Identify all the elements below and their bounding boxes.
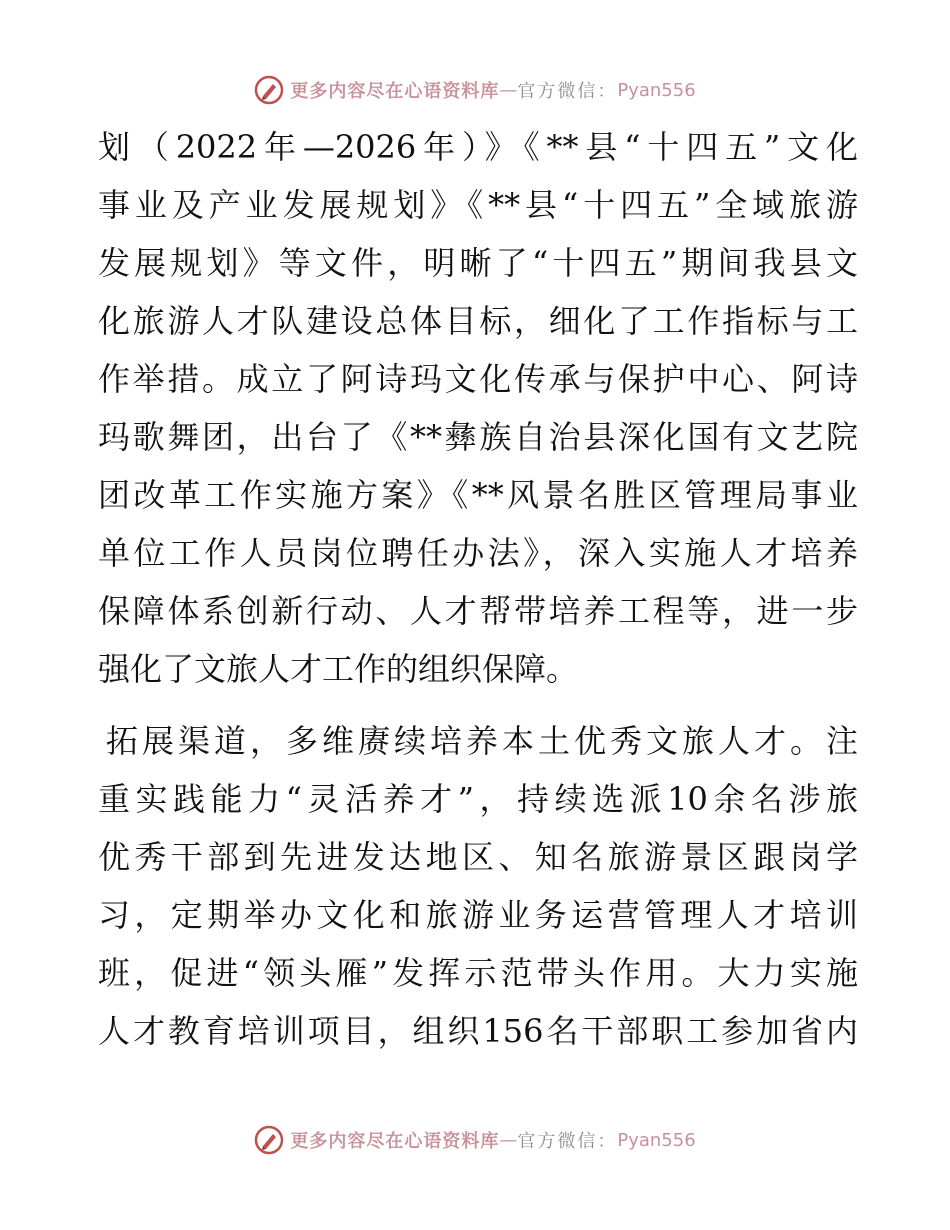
header-watermark [0, 70, 950, 110]
footer-watermark [0, 1120, 950, 1160]
paragraph-1-line: 划（2022年—2026年）》《**县“十四五”文化 [98, 128, 858, 166]
paragraph-2-line: 习，定期举办文化和旅游业务运营管理人才培训 [98, 896, 858, 934]
paragraph-1-line: 发展规划》等文件，明晰了“十四五”期间我县文 [98, 244, 858, 282]
watermark-main-text: 更多内容尽在心语资料库 [290, 1131, 500, 1152]
paragraph-2-line: 重实践能力“灵活养才”，持续选派10余名涉旅 [98, 780, 858, 818]
pen-logo-icon [254, 1125, 284, 1155]
watermark-official-label: 官方微信： [517, 81, 618, 102]
paragraph-1-line: 强化了文旅人才工作的组织保障。 [98, 650, 579, 688]
pen-logo-icon [254, 75, 284, 105]
watermark-dash: — [499, 1129, 518, 1151]
paragraph-1-line: 化旅游人才队建设总体目标，细化了工作指标与工 [98, 302, 858, 340]
document-body [98, 118, 858, 1060]
paragraph-2-line: 拓展渠道，多维赓续培养本土优秀文旅人才。注 [106, 722, 858, 760]
paragraph-2-line: 人才教育培训项目，组织156名干部职工参加省内 [98, 1012, 858, 1050]
paragraph-1-line: 团改革工作实施方案》《**风景名胜区管理局事业 [98, 476, 858, 514]
watermark-account-id: Pyan556 [617, 79, 696, 101]
paragraph-1-line: 保障体系创新行动、人才帮带培养工程等，进一步 [98, 592, 858, 630]
paragraph-2 [98, 712, 858, 1060]
paragraph-spacer [98, 698, 858, 712]
watermark-account-id: Pyan556 [617, 1129, 696, 1151]
paragraph-1-line: 作举措。成立了阿诗玛文化传承与保护中心、阿诗 [98, 360, 858, 398]
paragraph-2-line: 优秀干部到先进发达地区、知名旅游景区跟岗学 [98, 838, 858, 876]
watermark-dash: — [499, 79, 518, 101]
paragraph-2-line: 班，促进“领头雁”发挥示范带头作用。大力实施 [98, 954, 858, 992]
paragraph-1-line: 玛歌舞团，出台了《**彝族自治县深化国有文艺院 [98, 418, 858, 456]
paragraph-1 [98, 118, 858, 698]
watermark-official-label: 官方微信： [517, 1131, 618, 1152]
paragraph-1-line: 单位工作人员岗位聘任办法》，深入实施人才培养 [98, 534, 858, 572]
paragraph-1-line: 事业及产业发展规划》《**县“十四五”全域旅游 [98, 186, 858, 224]
watermark-main-text: 更多内容尽在心语资料库 [290, 81, 500, 102]
